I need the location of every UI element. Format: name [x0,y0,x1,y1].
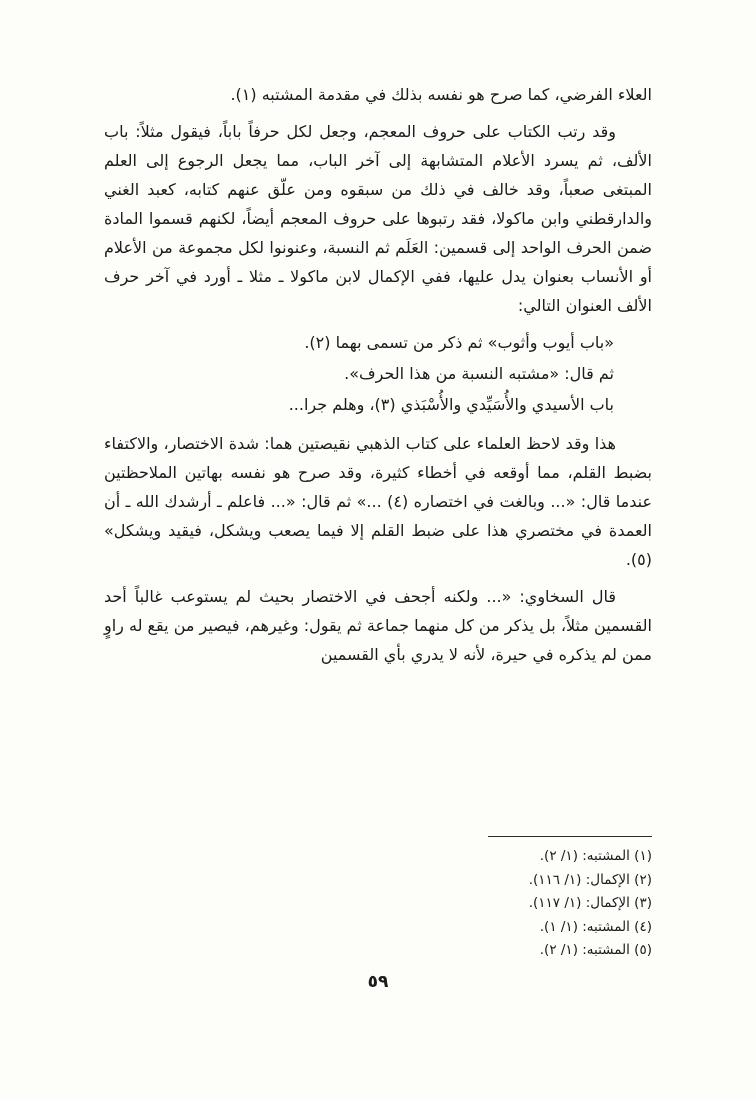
footnote-separator [488,836,652,837]
footnote: (٤) المشتبه: (١/ ١). [539,918,652,935]
footnote: (١) المشتبه: (١/ ٢). [539,848,652,864]
footnote: (٣) الإكمال: (١/ ١١٧). [528,895,652,911]
paragraph: هذا وقد لاحظ العلماء على كتاب الذهبي نقيصتين هما: شدة الاختصار، والاكتفاء بضبط القلم، مما أوقعه في أخطاء كثيرة، وقد صرح هو نفسه بهاتين الملاحظتين عندما قال: «... وبالغت في اختصاره (٤) ...» ثم قال: «... فاعلم ـ أرشدك الله ـ أن العمدة في مختصري هذا على ضبط القلم إلا فيما يصعب ويشكل، فيقيد ويشكل» (٥). [104,434,652,569]
quote-line: «باب أيوب وأثوب» ثم ذكر من تسمى بهما (٢). [304,333,614,352]
footnote: (٢) الإكمال: (١/ ١١٦). [528,871,652,888]
paragraph: وقد رتب الكتاب على حروف المعجم، وجعل لكل حرفاً باباً، فيقول مثلاً: باب الألف، ثم يسرد الأعلام المتشابهة إلى آخر الباب، مما يجعل الرجوع إلى العلم المبتغى صعباً، وقد خالف في ذلك من سبقوه ومن علّق عنهم كتابه، كعبد الغني والدارقطني وابن ماكولا، فقد رتبوها على حروف المعجم أيضاً، لكنهم قسموا المادة ضمن الحرف الواحد إلى قسمين: العَلَم ثم النسبة، وعنونوا لكل مجموعة من الأعلام أو الأنساب بعنوان يدل عليها، ففي الإكمال لابن ماكولا ـ مثلا ـ أورد في آخر حرف الألف العنوان التالي: [104,122,652,315]
paragraph: قال السخاوي: «... ولكنه أجحف في الاختصار بحيث لم يستوعب غالباً أحد القسمين مثلاً، بل يذكر من كل منهما جماعة ثم يقول: وغيرهم، فيصير من يقع له راوٍ ممن لم يذكره في حيرة، لأنه لا يدري بأي القسمين [104,587,652,664]
footnotes-section [104,836,652,963]
footnote: (٥) المشتبه: (١/ ٢). [539,942,652,958]
quote-line: باب الأسيدي والأُسَيِّدي والأُسْبَذي (٣)، وهلم جرا... [288,395,614,414]
quote-line: ثم قال: «مشتبه النسبة من هذا الحرف». [344,364,614,383]
page-number: ٥٩ [367,972,389,992]
paragraph-continuation: العلاء الفرضي، كما صرح هو نفسه بذلك في مقدمة المشتبه (١). [230,85,652,104]
main-text [104,80,652,677]
